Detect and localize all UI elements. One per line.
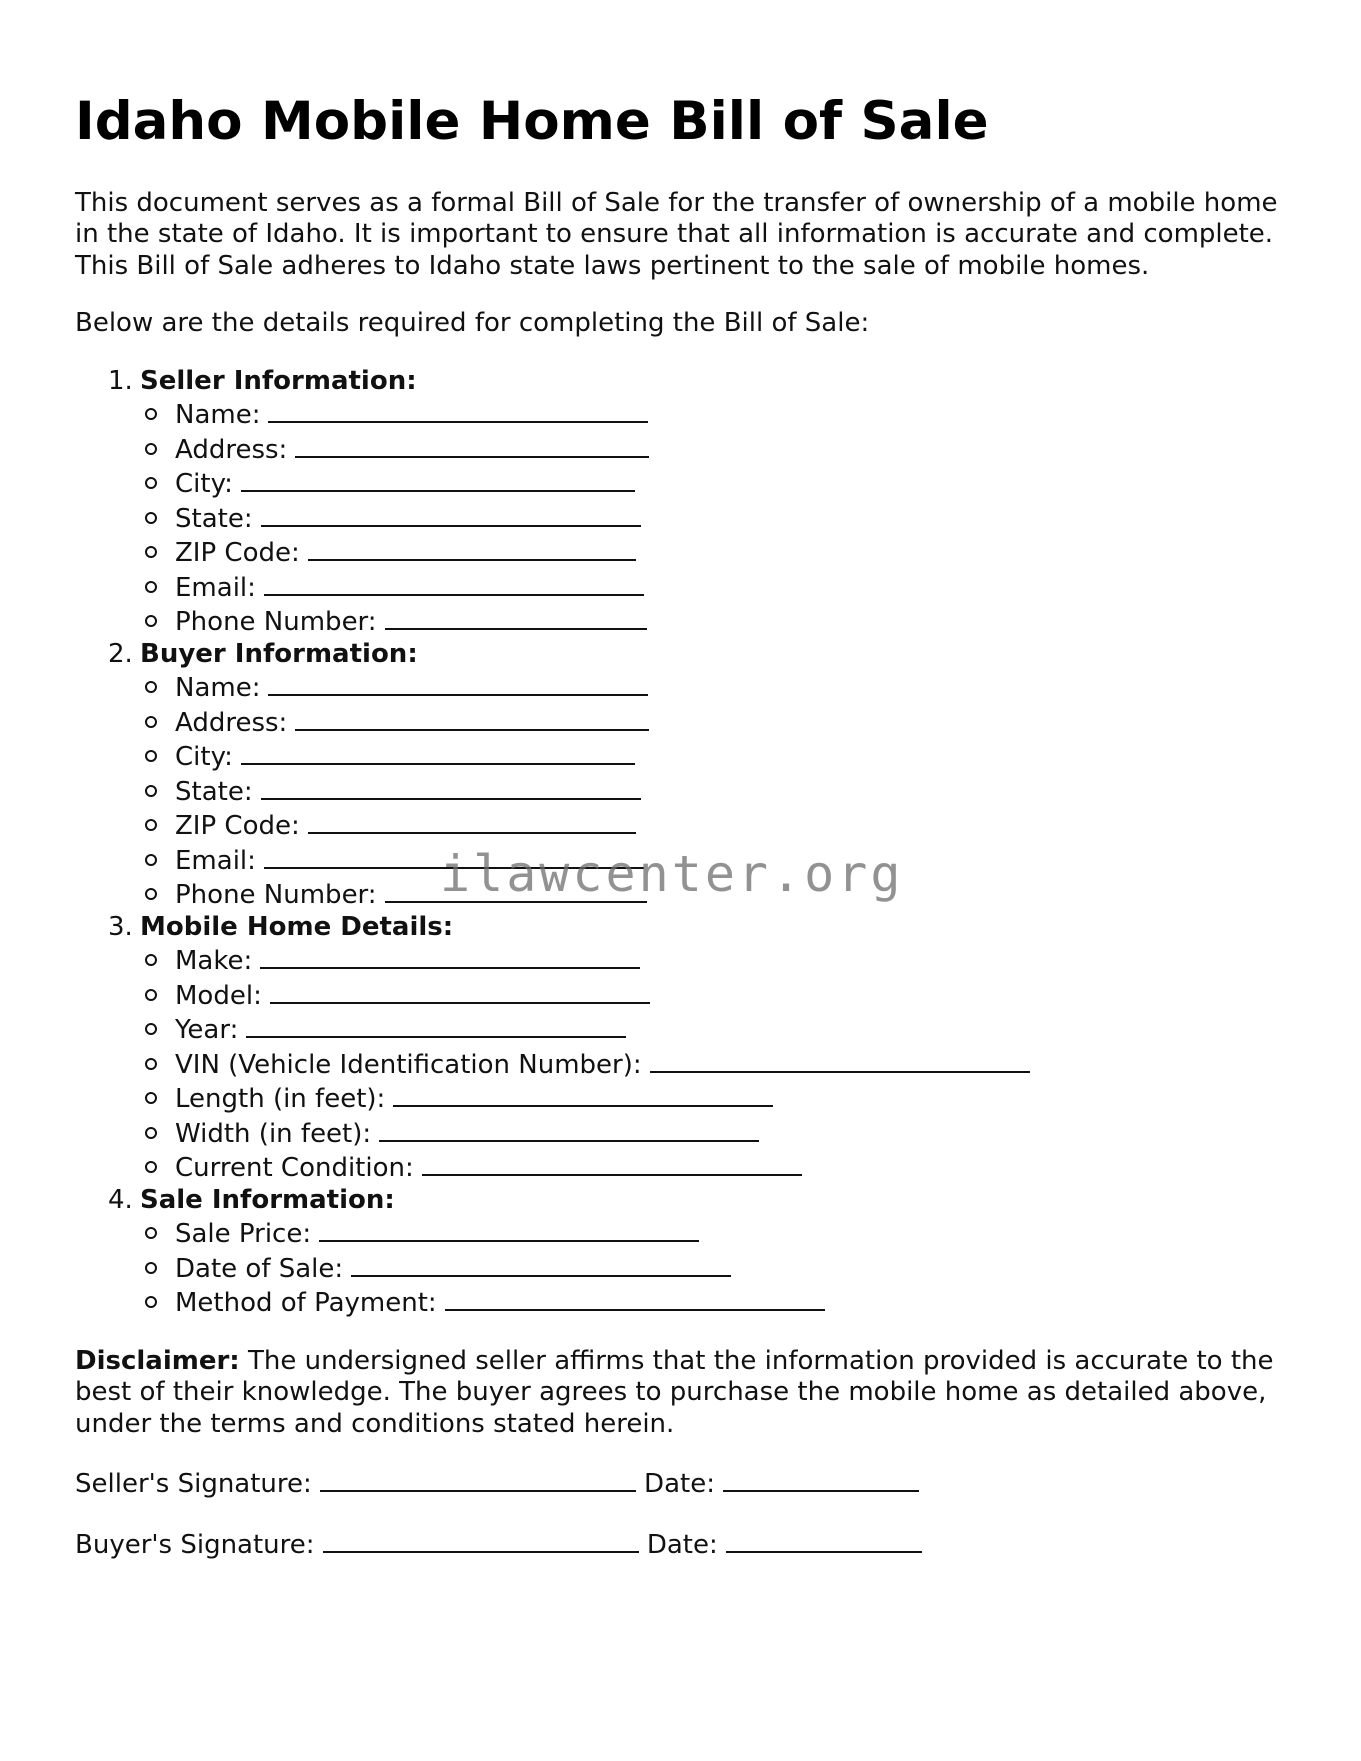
seller-signature-line — [75, 1466, 1285, 1501]
bullet-icon — [145, 854, 157, 866]
name-blank[interactable] — [268, 397, 648, 423]
section-number: 1. — [108, 365, 133, 396]
field-item — [175, 705, 1285, 740]
address-blank[interactable] — [295, 705, 649, 731]
field-label: City: — [175, 742, 233, 773]
field-item — [175, 808, 1285, 843]
field-item — [175, 1216, 1285, 1251]
bullet-icon — [145, 443, 157, 455]
field-label: Name: — [175, 400, 261, 431]
section-sale — [75, 1185, 1285, 1320]
bullet-icon — [145, 1262, 157, 1274]
field-item — [175, 739, 1285, 774]
field-item — [175, 535, 1285, 570]
bullet-icon — [145, 681, 157, 693]
watermark-text: ilawcenter.org — [440, 845, 904, 903]
sale-price-blank[interactable] — [319, 1216, 699, 1242]
field-item — [175, 1285, 1285, 1320]
date-of-sale-blank[interactable] — [351, 1251, 731, 1277]
bullet-icon — [145, 989, 157, 1001]
buyer-signature-blank[interactable] — [323, 1527, 639, 1553]
length-blank[interactable] — [393, 1081, 773, 1107]
field-label: Model: — [175, 980, 262, 1011]
field-item — [175, 1251, 1285, 1286]
zip-blank[interactable] — [308, 808, 636, 834]
field-item — [175, 1012, 1285, 1047]
make-blank[interactable] — [260, 943, 640, 969]
bullet-icon — [145, 546, 157, 558]
field-label: Sale Price: — [175, 1219, 312, 1250]
city-blank[interactable] — [241, 466, 635, 492]
model-blank[interactable] — [270, 978, 650, 1004]
field-label: Date of Sale: — [175, 1253, 344, 1284]
bullet-icon — [145, 819, 157, 831]
bullet-icon — [145, 581, 157, 593]
email-blank[interactable] — [264, 570, 644, 596]
field-item — [175, 501, 1285, 536]
bullet-icon — [145, 716, 157, 728]
field-label: VIN (Vehicle Identification Number): — [175, 1049, 642, 1080]
field-label: Address: — [175, 434, 288, 465]
disclaimer-text: The undersigned seller affirms that the information provided is accurate to the best of their knowledge. The buyer agrees to purchase the mobile home as detailed above, under the terms and conditions stated herein. — [75, 1345, 1274, 1439]
bullet-icon — [145, 888, 157, 900]
state-blank[interactable] — [261, 501, 641, 527]
bullet-icon — [145, 1023, 157, 1035]
field-label: Width (in feet): — [175, 1118, 372, 1149]
name-blank[interactable] — [268, 670, 648, 696]
section-heading: Buyer Information: — [140, 638, 418, 669]
field-item — [175, 432, 1285, 467]
section-title — [108, 366, 1285, 398]
section-heading: Mobile Home Details: — [140, 911, 454, 942]
field-list — [75, 397, 1285, 639]
field-label: Method of Payment: — [175, 1288, 437, 1319]
field-list — [75, 1216, 1285, 1320]
width-blank[interactable] — [379, 1116, 759, 1142]
field-label: Length (in feet): — [175, 1084, 386, 1115]
field-item — [175, 670, 1285, 705]
field-label: Phone Number: — [175, 607, 377, 638]
seller-signature-blank[interactable] — [320, 1466, 636, 1492]
seller-date-blank[interactable] — [723, 1466, 919, 1492]
section-heading: Sale Information: — [140, 1184, 395, 1215]
field-label: ZIP Code: — [175, 811, 300, 842]
bullet-icon — [145, 1296, 157, 1308]
city-blank[interactable] — [241, 739, 635, 765]
field-item — [175, 1081, 1285, 1116]
field-item — [175, 466, 1285, 501]
buyer-date-blank[interactable] — [726, 1527, 922, 1553]
bullet-icon — [145, 1127, 157, 1139]
section-title — [108, 1185, 1285, 1217]
address-blank[interactable] — [295, 432, 649, 458]
field-label: Email: — [175, 572, 256, 603]
field-label: Phone Number: — [175, 880, 377, 911]
section-title — [108, 639, 1285, 671]
bullet-icon — [145, 750, 157, 762]
section-mobile-home — [75, 912, 1285, 1185]
disclaimer-label: Disclaimer: — [75, 1345, 240, 1376]
field-item — [175, 774, 1285, 809]
intro-paragraph: This document serves as a formal Bill of Sale for the transfer of ownership of a mobile home in the state of Idaho. It is important to ensure that all information is accurate and complete. This Bill of Sale adheres to Idaho state laws pertinent to the sale of mobile homes. — [75, 187, 1278, 281]
seller-date-label: Date: — [644, 1469, 715, 1500]
field-label: State: — [175, 776, 253, 807]
section-title — [108, 912, 1285, 944]
field-label: ZIP Code: — [175, 538, 300, 569]
field-label: Email: — [175, 845, 256, 876]
field-label: Name: — [175, 673, 261, 704]
bullet-icon — [145, 1227, 157, 1239]
bullet-icon — [145, 1161, 157, 1173]
bullet-icon — [145, 954, 157, 966]
section-number: 3. — [108, 911, 133, 942]
section-seller — [75, 366, 1285, 639]
seller-signature-label: Seller's Signature: — [75, 1469, 312, 1500]
field-label: Year: — [175, 1015, 239, 1046]
section-heading: Seller Information: — [140, 365, 417, 396]
condition-blank[interactable] — [422, 1150, 802, 1176]
bullet-icon — [145, 615, 157, 627]
bullet-icon — [145, 477, 157, 489]
section-number: 2. — [108, 638, 133, 669]
zip-blank[interactable] — [308, 535, 636, 561]
field-label: Address: — [175, 707, 288, 738]
field-item — [175, 570, 1285, 605]
document-title: Idaho Mobile Home Bill of Sale — [75, 91, 989, 152]
field-item — [175, 1047, 1285, 1082]
lead-paragraph: Below are the details required for completing the Bill of Sale: — [75, 308, 870, 339]
document-page — [75, 90, 1285, 1587]
bullet-icon — [145, 785, 157, 797]
vin-blank[interactable] — [650, 1047, 1030, 1073]
payment-method-blank[interactable] — [445, 1285, 825, 1311]
section-number: 4. — [108, 1184, 133, 1215]
field-item — [175, 978, 1285, 1013]
bullet-icon — [145, 1058, 157, 1070]
state-blank[interactable] — [261, 774, 641, 800]
buyer-signature-line — [75, 1527, 1285, 1562]
sections-list — [75, 366, 1285, 1320]
field-label: State: — [175, 503, 253, 534]
field-label: Make: — [175, 946, 253, 977]
field-label: City: — [175, 469, 233, 500]
phone-blank[interactable] — [385, 604, 647, 630]
field-label: Current Condition: — [175, 1153, 414, 1184]
field-item — [175, 1116, 1285, 1151]
bullet-icon — [145, 512, 157, 524]
buyer-date-label: Date: — [646, 1529, 718, 1560]
buyer-signature-label: Buyer's Signature: — [75, 1529, 315, 1560]
field-item — [175, 943, 1285, 978]
disclaimer-paragraph — [75, 1346, 1285, 1441]
field-item — [175, 397, 1285, 432]
field-list — [75, 943, 1285, 1185]
field-item — [175, 604, 1285, 639]
year-blank[interactable] — [246, 1012, 626, 1038]
bullet-icon — [145, 408, 157, 420]
field-item — [175, 1150, 1285, 1185]
bullet-icon — [145, 1092, 157, 1104]
